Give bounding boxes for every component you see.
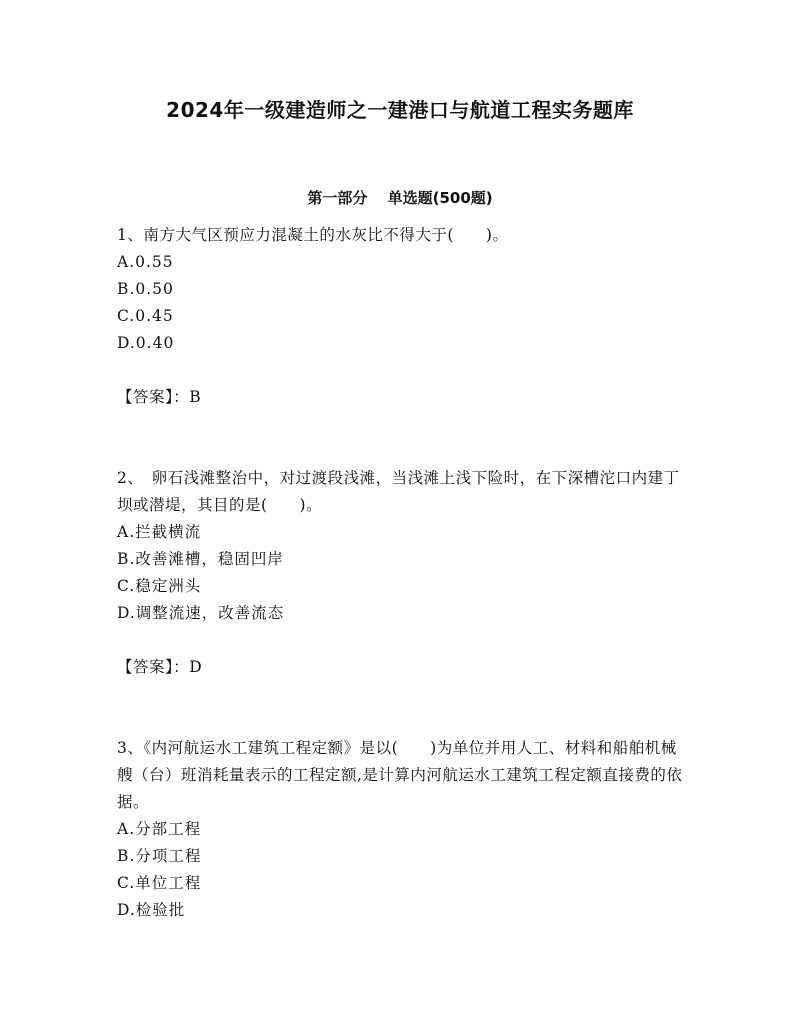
option-b: B.改善滩槽，稳固凹岸 bbox=[117, 550, 284, 568]
option-b: B.0.50 bbox=[117, 280, 174, 298]
question-2 bbox=[117, 465, 687, 681]
document-title: 2024年一级建造师之一建港口与航道工程实务题库 bbox=[166, 98, 634, 122]
option-c: C.稳定洲头 bbox=[117, 577, 202, 595]
option-d: D.0.40 bbox=[117, 334, 175, 352]
question-stem: 3、《内河航运水工建筑工程定额》是以( )为单位并用人工、材料和船舶机械艘（台）班消耗量表示的工程定额,是计算内河航运水工建筑工程定额直接费的依据。 bbox=[117, 739, 683, 811]
option-b: B.分项工程 bbox=[117, 847, 202, 865]
question-stem: 2、 卵石浅滩整治中，对过渡段浅滩，当浅滩上浅下险时，在下深槽沱口内建丁坝或潜堤，其目的是( )。 bbox=[117, 469, 680, 514]
section-heading: 第一部分 单选题(500题) bbox=[307, 189, 493, 207]
question-list bbox=[117, 222, 687, 924]
question-stem: 1、南方大气区预应力混凝土的水灰比不得大于( )。 bbox=[117, 226, 509, 244]
question-1 bbox=[117, 222, 687, 411]
option-a: A.拦截横流 bbox=[117, 523, 202, 541]
question-spacer bbox=[117, 411, 687, 465]
question-spacer bbox=[117, 681, 687, 735]
option-d: D.检验批 bbox=[117, 901, 186, 919]
option-a: A.分部工程 bbox=[117, 820, 202, 838]
option-c: C.单位工程 bbox=[117, 874, 202, 892]
answer-label: 【答案】：B bbox=[117, 388, 202, 406]
option-a: A.0.55 bbox=[117, 253, 174, 271]
answer-label: 【答案】：D bbox=[117, 658, 203, 676]
option-c: C.0.45 bbox=[117, 307, 174, 325]
option-d: D.调整流速，改善流态 bbox=[117, 604, 285, 622]
question-3 bbox=[117, 735, 687, 924]
